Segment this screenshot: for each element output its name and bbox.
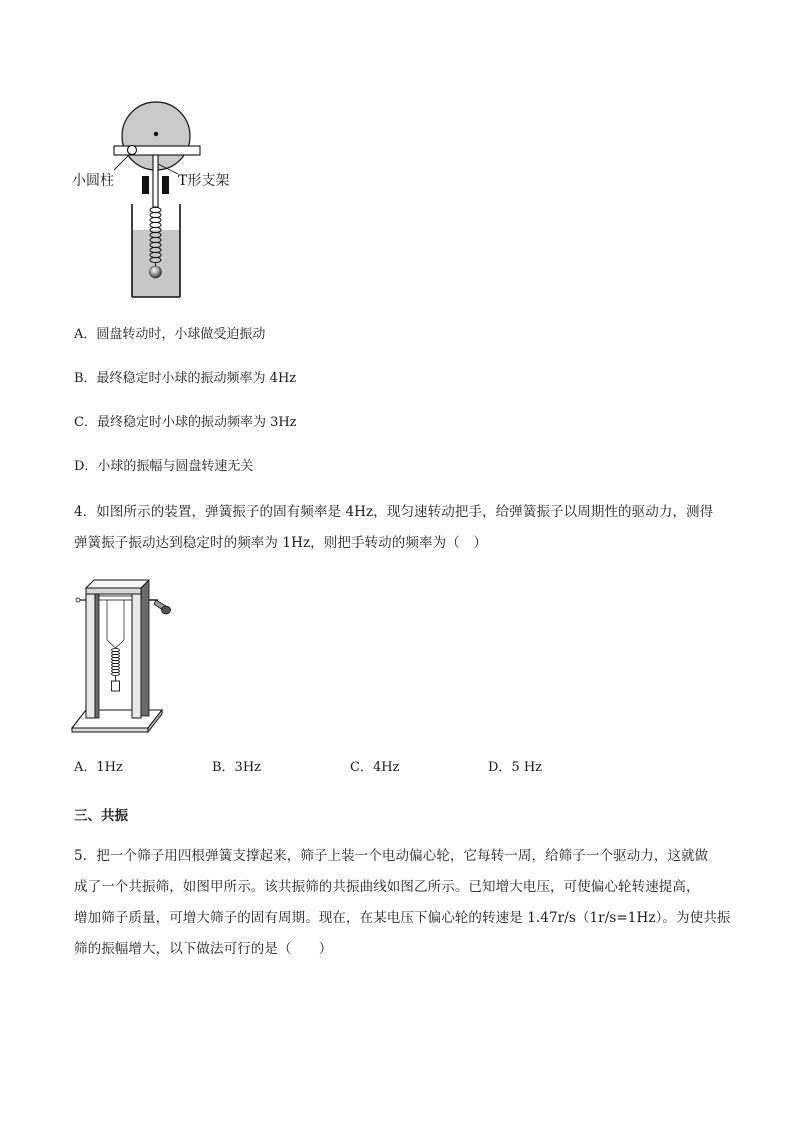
q3-option-a: A．圆盘转动时，小球做受迫振动 xyxy=(74,327,266,342)
figure-disc-apparatus xyxy=(70,94,270,304)
q3-option-c: C．最终稳定时小球的振动频率为 3Hz xyxy=(74,415,297,430)
section-title: 三、共振 xyxy=(74,808,128,824)
q5-stem-line1: 5．把一个筛子用四根弹簧支撑起来，筛子上装一个电动偏心轮，它每转一周，给筛子一个驱动力，这就做 xyxy=(74,848,709,864)
ball xyxy=(150,266,162,278)
q5-stem-line2: 成了一个共振筛，如图甲所示。该共振筛的共振曲线如图乙所示。已知增大电压，可使偏心轮转速提高， xyxy=(74,879,700,895)
q3-option-b: B．最终稳定时小球的振动频率为 4Hz xyxy=(74,371,297,386)
top-beam xyxy=(86,580,149,588)
q5-stem-line4: 筛的振幅增大，以下做法可行的是（ ） xyxy=(74,941,333,957)
q5-stem-line3: 增加筛子质量，可增大筛子的固有周期。现在，在某电压下偏心轮的转速是 1.47r/s（1r/s=1Hz）。为使共振 xyxy=(74,910,731,926)
guide-block-right xyxy=(162,176,169,194)
q4-option-d: D．5 Hz xyxy=(488,760,543,775)
q4-stem-line1: 4．如图所示的装置，弹簧振子的固有频率是 4Hz，现匀速转动把手，给弹簧振子以周期性的驱动力，测得 xyxy=(74,504,714,520)
crank-knob xyxy=(162,606,171,614)
q4-option-a: A．1Hz xyxy=(74,760,123,775)
crank-apparatus-drawing xyxy=(70,570,180,734)
weight xyxy=(112,681,120,691)
disc-apparatus-drawing xyxy=(70,94,270,304)
q4-option-c: C．4Hz xyxy=(350,760,400,775)
t-bracket-bar xyxy=(114,146,200,155)
small-cylinder xyxy=(128,146,137,155)
q3-option-d: D．小球的振幅与圆盘转速无关 xyxy=(74,459,254,474)
q4-stem-line2: 弹簧振子振动达到稳定时的频率为 1Hz，则把手转动的频率为（ ） xyxy=(74,535,487,551)
guide-block-left xyxy=(142,176,149,194)
t-bracket-rod xyxy=(153,155,158,207)
q4-option-b: B．3Hz xyxy=(212,760,262,775)
label-t-bracket: T形支架 xyxy=(178,173,230,189)
figure-crank-apparatus xyxy=(70,570,180,734)
label-small-cylinder: 小圆柱 xyxy=(72,173,114,189)
